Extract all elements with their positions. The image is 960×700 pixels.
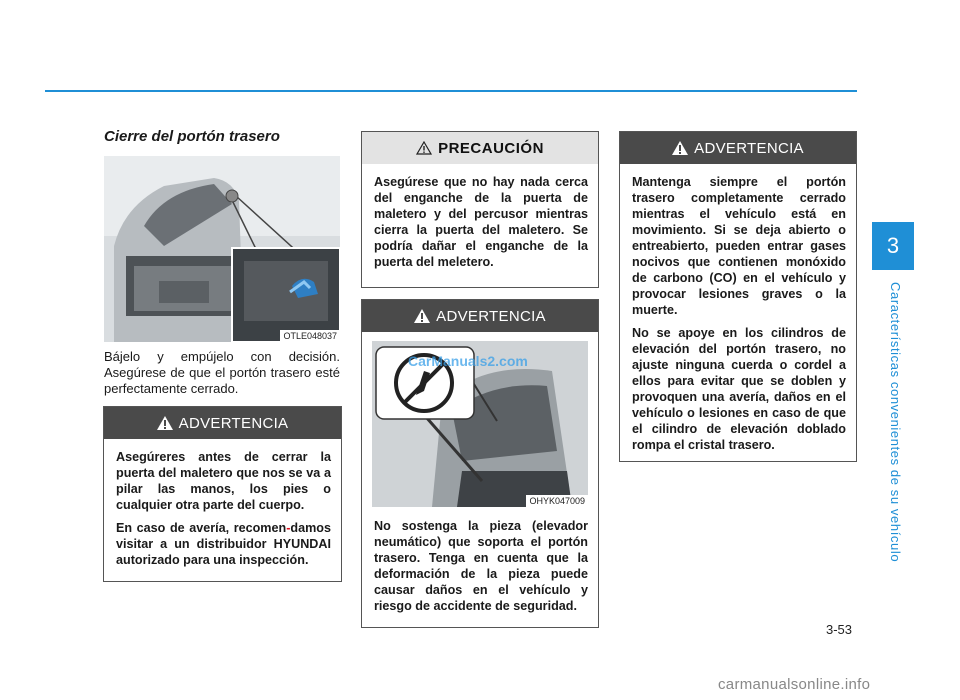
warning-header [620,132,856,164]
caution-header [362,132,598,164]
warning-body [362,508,598,629]
section-heading: Cierre del portón trasero [104,128,280,145]
warning-box-lift-support [361,299,599,628]
warning-body [620,164,856,468]
warning-triangle-icon [672,141,688,155]
warning-header [362,300,598,332]
warning-paragraph: Mantenga siempre el portón trasero completamente cerrado mientras el vehículo está en movimiento. Si se deja abierto o entreabierto, pueden entrar gases nocivos que contienen monóxido de carbono (CO) en el vehículo y provocar lesiones graves o la muerte. [632,175,846,317]
warning-paragraph: No sostenga la pieza (elevador neumático) que soporta el portón trasero. Tenga en cuenta que la deformación de la pieza puede causar daños en el vehículo y riesgo de accidente de seguridad. [374,519,588,613]
lift-support-photo [372,341,588,507]
warning-body [104,439,341,583]
caution-box [361,131,599,288]
warning-box-hands [103,406,342,582]
page-number: 3-53 [826,622,853,637]
chapter-title: Características convenientes de su vehículo [888,282,903,563]
tailgate-illustration [104,156,340,342]
chapter-tab: 3 [872,222,914,270]
top-rule [45,90,857,92]
warning-paragraph [116,520,331,568]
warning-triangle-icon [414,309,430,323]
warning-triangle-icon [157,416,173,430]
watermark: CarManuals2.com [408,353,528,369]
warning-title: ADVERTENCIA [694,139,804,157]
caution-body [362,164,598,285]
caution-triangle-icon [416,141,432,155]
warning-header [104,407,341,439]
caution-paragraph: Asegúrese que no hay nada cerca del enganche de la puerta de maletero y del percusor mientras cierra la puerta del maletero. Se podría dañar el enganche de la puerta del meletero. [374,175,588,269]
warning-text: En caso de avería, recomen [116,521,287,535]
closing-instructions: Bájelo y empújelo con decisión. Asegúrese de que el portón trasero esté perfectamente cerrado. [104,349,340,396]
warning-text: damos visitar a un distribuidor HYUNDAI autorizado para una inspección. [116,521,331,567]
warning-title: ADVERTENCIA [178,414,289,432]
warning-title: ADVERTENCIA [436,307,546,325]
footer-watermark: carmanualsonline.info [718,676,871,693]
warning-paragraph: No se apoye en los cilindros de elevación del portón trasero, no ajuste ninguna cuerda o cordel a ellos para evitar que se doblen y provoquen una avería, daños en el vehículo o lesiones en caso de que el cilindro de elevación doblado rompa el cristal trasero. [632,326,846,452]
warning-box-closed-tailgate [619,131,857,462]
caution-title: PRECAUCIÓN [438,139,544,157]
photo-code: OTLE048037 [280,330,340,342]
warning-paragraph: Asegúreres antes de cerrar la puerta del maletero que nos se va a pilar las manos, los pies o cualquier otra parte del cuerpo. [116,450,331,512]
hyphen-mark: - [286,521,291,535]
photo-code: OHYK047009 [526,495,588,507]
tailgate-photo [104,156,340,342]
